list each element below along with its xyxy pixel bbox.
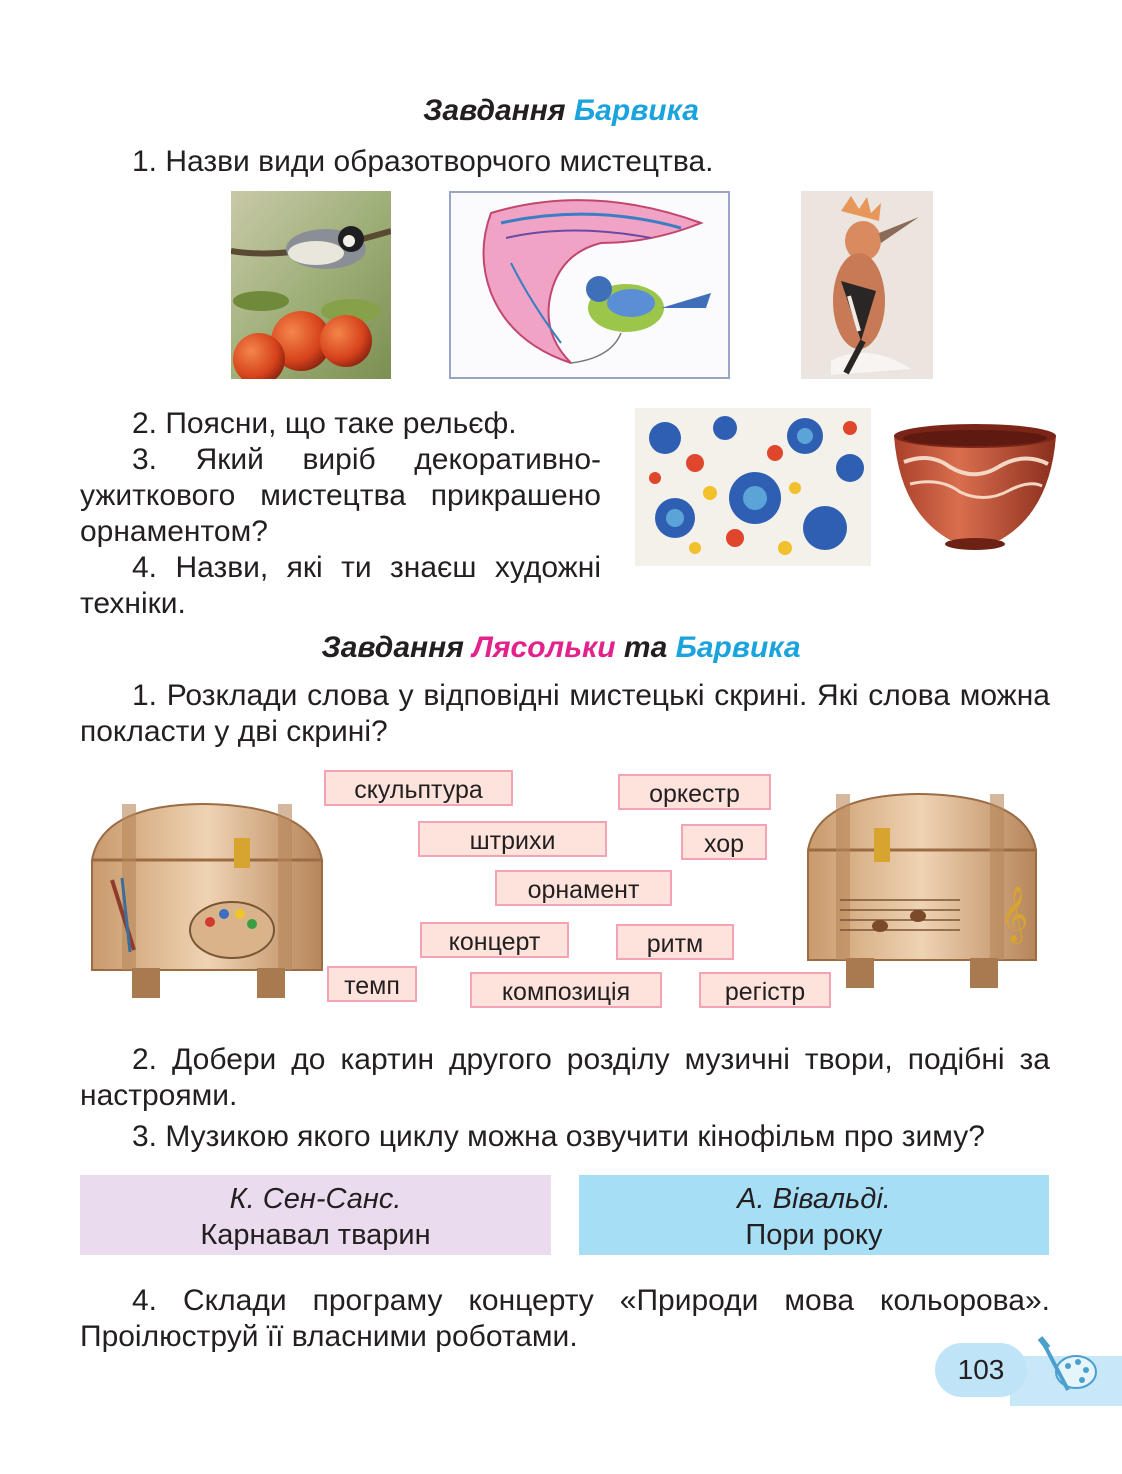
music-chest xyxy=(800,790,1042,990)
word-tile[interactable]: концерт xyxy=(420,922,569,958)
palette-brush-icon xyxy=(1038,1336,1098,1398)
task-2-question-1-text: 1. Розклади слова у відповідні мистецькі скрині. Які слова можна покласти у дві скрині? xyxy=(80,679,1050,748)
word-tile[interactable]: хор xyxy=(681,824,767,860)
heading-prefix: Завдання xyxy=(423,94,566,127)
clay-bowl xyxy=(890,422,1060,552)
word-tile[interactable]: регістр xyxy=(699,972,831,1008)
question-3-text: 3. Який виріб декоративно-ужиткового мистецтва прикрашено орнаментом? xyxy=(80,443,601,548)
heading-prefix: Завдання xyxy=(321,631,464,664)
question-3 xyxy=(80,442,601,550)
heading-character-name-1: Лясольки xyxy=(472,631,616,664)
music-option-vivaldi xyxy=(579,1175,1049,1255)
task-2-question-1 xyxy=(80,678,1050,750)
question-2 xyxy=(80,406,601,442)
task-2-question-3 xyxy=(80,1119,1050,1155)
composer-name: К. Сен-Санс. xyxy=(229,1183,402,1215)
music-option-saint-saens xyxy=(80,1175,551,1255)
questions-2-4-block xyxy=(80,406,601,622)
heading-character-name-2: Барвика xyxy=(675,631,801,664)
task-2-question-4 xyxy=(80,1283,1050,1355)
decorative-bird-drawing xyxy=(449,191,730,379)
page-number: 103 xyxy=(935,1343,1027,1397)
question-2-text: 2. Поясни, що таке рельєф. xyxy=(132,407,517,440)
word-tile[interactable]: орнамент xyxy=(495,870,672,906)
heading-conjunction: та xyxy=(623,631,668,664)
task-2-question-3-text: 3. Музикою якого циклу можна озвучити кінофільм про зиму? xyxy=(132,1120,985,1153)
art-chest xyxy=(82,800,328,1000)
word-tile[interactable]: штрихи xyxy=(418,821,607,857)
word-tile[interactable]: оркестр xyxy=(618,774,771,810)
word-tile[interactable]: ритм xyxy=(616,924,734,960)
svg-text:𝄞: 𝄞 xyxy=(1000,886,1029,942)
work-title: Карнавал тварин xyxy=(200,1219,431,1251)
question-1-text: 1. Назви види образотворчого мистецтва. xyxy=(132,145,714,178)
task-2-question-2 xyxy=(80,1042,1050,1114)
task-2-question-2-text: 2. Добери до картин другого розділу музичні твори, подібні за настроями. xyxy=(80,1043,1050,1112)
work-title: Пори року xyxy=(745,1219,883,1251)
section-heading-lyasolka-barvyk xyxy=(0,631,1122,665)
heading-character-name: Барвика xyxy=(573,94,699,127)
hoopoe-sculpture xyxy=(801,191,933,379)
question-4-text: 4. Назви, які ти знаєш художні техніки. xyxy=(80,551,601,620)
word-tile[interactable]: скульптура xyxy=(324,770,513,806)
section-heading-barvyk xyxy=(0,94,1122,128)
composer-name: А. Вівальді. xyxy=(737,1183,891,1215)
word-tile[interactable]: темп xyxy=(327,966,417,1002)
word-tile[interactable]: композиція xyxy=(470,972,662,1008)
painting-bird-apples xyxy=(231,191,391,379)
petrykivka-painting xyxy=(635,408,871,566)
question-4 xyxy=(80,550,601,622)
task-2-question-4-text: 4. Склади програму концерту «Природи мова кольорова». Проілюструй її власними роботами. xyxy=(80,1284,1050,1353)
question-1 xyxy=(80,144,1050,180)
